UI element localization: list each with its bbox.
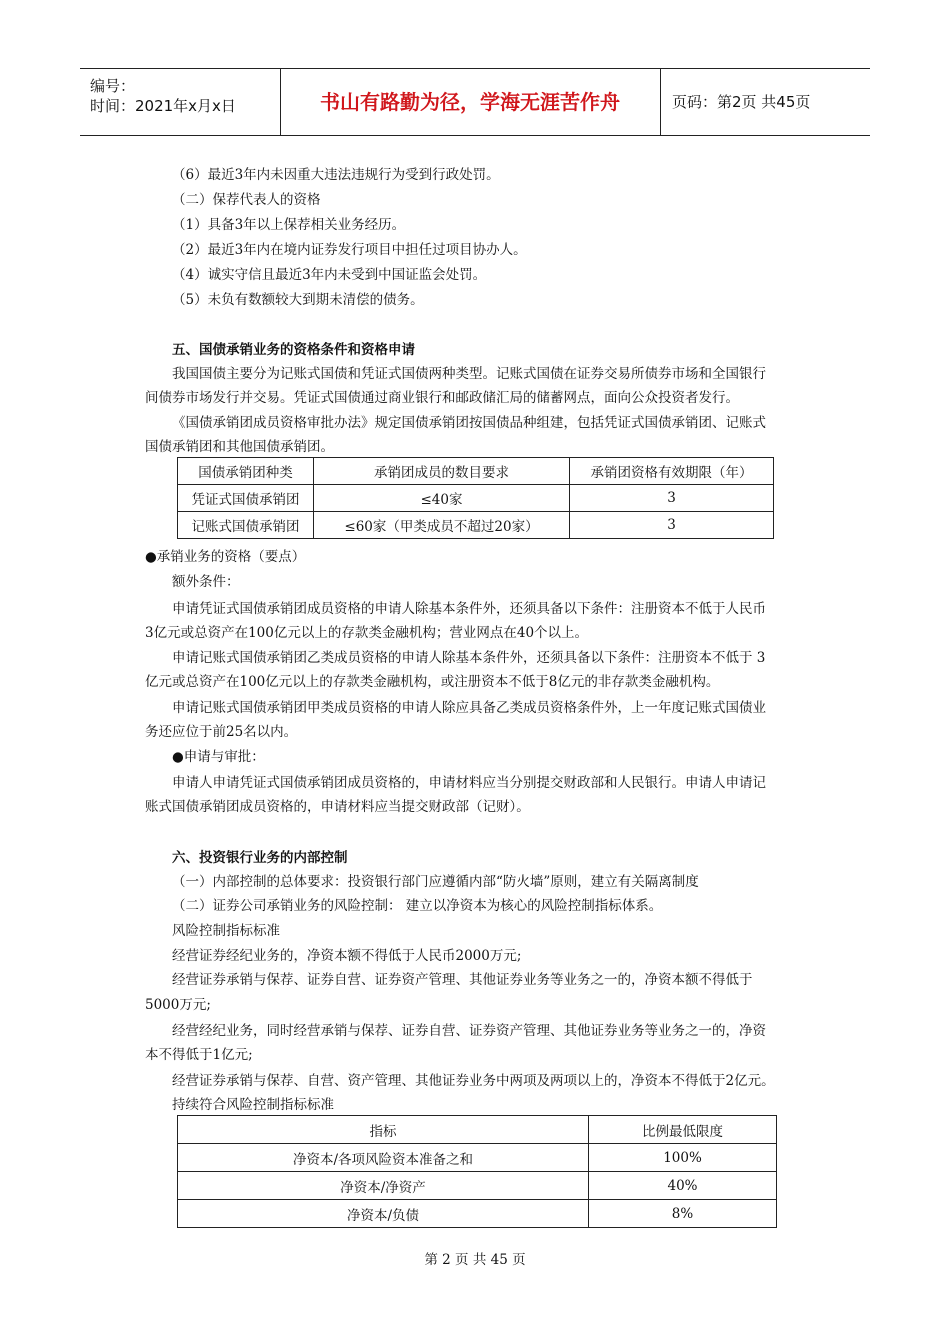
table-cell: 3 — [570, 485, 774, 512]
paragraph-line: 3亿元或总资产在100亿元以上的存款类金融机构；营业网点在40个以上。 — [145, 625, 589, 641]
text-line: 风险控制指标标准 — [172, 923, 280, 939]
paragraph-line: 国债承销团和其他国债承销团。 — [145, 439, 334, 455]
paragraph-line: 我国国债主要分为记账式国债和凭证式国债两种类型。记账式国债在证券交易所债券市场和全国银行 — [172, 366, 766, 382]
table-header-row — [178, 458, 774, 485]
text-line: （1）具备3年以上保荐相关业务经历。 — [172, 217, 406, 233]
table-header-cell: 指标 — [178, 1116, 589, 1144]
table-header-cell: 国债承销团种类 — [178, 458, 314, 485]
table-row — [178, 1200, 777, 1228]
text-line: （一）内部控制的总体要求：投资银行部门应遵循内部“防火墙”原则，建立有关隔离制度 — [172, 874, 699, 890]
paragraph-line: 本不得低于1亿元; — [145, 1047, 253, 1063]
section-6-title: 六、投资银行业务的内部控制 — [172, 850, 348, 866]
header-page-label: 页码：第2页 共45页 — [672, 93, 811, 111]
table-cell: 凭证式国债承销团 — [178, 485, 314, 512]
underwriting-group-table — [177, 457, 774, 539]
text-line: （4）诚实守信且最近3年内未受到中国证监会处罚。 — [172, 267, 487, 283]
text-line: 经营证券承销与保荐、自营、资产管理、其他证券业务中两项及两项以上的，净资本不得低于2亿元。 — [172, 1073, 775, 1089]
table-cell: 8% — [589, 1200, 777, 1228]
text-line: （6）最近3年内未因重大违法违规行为受到行政处罚。 — [172, 167, 500, 183]
table-row — [178, 1172, 777, 1200]
table-cell: ≤60家（甲类成员不超过20家） — [314, 512, 570, 539]
text-line: 经营证券经纪业务的，净资本额不得低于人民币2000万元; — [172, 948, 522, 964]
table-cell: 净资本/负债 — [178, 1200, 589, 1228]
table-cell: ≤40家 — [314, 485, 570, 512]
table-row — [178, 1144, 777, 1172]
bullet-heading: ●承销业务的资格（要点） — [145, 549, 306, 565]
table-header-cell: 比例最低限度 — [589, 1116, 777, 1144]
text-line: （二）保荐代表人的资格 — [172, 192, 321, 208]
table-cell: 40% — [589, 1172, 777, 1200]
table-cell: 3 — [570, 512, 774, 539]
page-footer: 第 2 页 共 45 页 — [424, 1252, 526, 1268]
paragraph-line: 间债券市场发行并交易。凭证式国债通过商业银行和邮政储汇局的储蓄网点，面向公众投资者发行。 — [145, 390, 739, 406]
table-cell: 净资本/净资产 — [178, 1172, 589, 1200]
table-header-cell: 承销团成员的数目要求 — [314, 458, 570, 485]
table-header-cell: 承销团资格有效期限（年） — [570, 458, 774, 485]
paragraph-line: 申请记账式国债承销团甲类成员资格的申请人除应具备乙类成员资格条件外，上一年度记账式国债业 — [172, 700, 766, 716]
header-motto: 书山有路勤为径，学海无涯苦作舟 — [280, 69, 661, 135]
table-cell: 净资本/各项风险资本准备之和 — [178, 1144, 589, 1172]
risk-indicator-table — [177, 1115, 777, 1228]
paragraph-line: 申请人申请凭证式国债承销团成员资格的，申请材料应当分别提交财政部和人民银行。申请人申请记 — [172, 775, 766, 791]
paragraph-line: 务还应位于前25名以内。 — [145, 724, 298, 740]
paragraph-line: 亿元或总资产在100亿元以上的存款类金融机构，或注册资本不低于8亿元的非存款类金融机构。 — [145, 674, 720, 690]
paragraph-line: 申请凭证式国债承销团成员资格的申请人除基本条件外，还须具备以下条件：注册资本不低于人民币 — [172, 601, 766, 617]
header-meta — [80, 69, 281, 135]
paragraph-line: 经营证券承销与保荐、证券自营、证券资产管理、其他证券业务等业务之一的，净资本额不得低于 — [172, 972, 753, 988]
number-label: 编号： — [90, 77, 136, 95]
table-cell: 记账式国债承销团 — [178, 512, 314, 539]
time-label: 时间：2021年x月x日 — [90, 97, 236, 115]
text-line: （2）最近3年内在境内证券发行项目中担任过项目协办人。 — [172, 242, 527, 258]
paragraph-line: 5000万元; — [145, 997, 211, 1013]
table-row — [178, 512, 774, 539]
page-header — [80, 68, 870, 136]
paragraph-line: 《国债承销团成员资格审批办法》规定国债承销团按国债品种组建，包括凭证式国债承销团、记账式 — [172, 415, 766, 431]
paragraph-line: 账式国债承销团成员资格的，申请材料应当提交财政部（记财）。 — [145, 799, 530, 815]
text-line: 额外条件： — [172, 574, 240, 590]
paragraph-line: 经营经纪业务，同时经营承销与保荐、证券自营、证券资产管理、其他证券业务等业务之一的，净资 — [172, 1023, 766, 1039]
text-line: （二）证券公司承销业务的风险控制： 建立以净资本为核心的风险控制指标体系。 — [172, 898, 663, 914]
section-5-title: 五、国债承销业务的资格条件和资格申请 — [172, 342, 415, 358]
text-line: 持续符合风险控制指标标准 — [172, 1097, 334, 1113]
table-row — [178, 485, 774, 512]
text-line: （5）未负有数额较大到期未清偿的债务。 — [172, 292, 424, 308]
bullet-heading: ●申请与审批： — [172, 749, 265, 765]
table-header-row — [178, 1116, 777, 1144]
table-cell: 100% — [589, 1144, 777, 1172]
paragraph-line: 申请记账式国债承销团乙类成员资格的申请人除基本条件外，还须具备以下条件：注册资本不低于 3 — [172, 650, 766, 666]
